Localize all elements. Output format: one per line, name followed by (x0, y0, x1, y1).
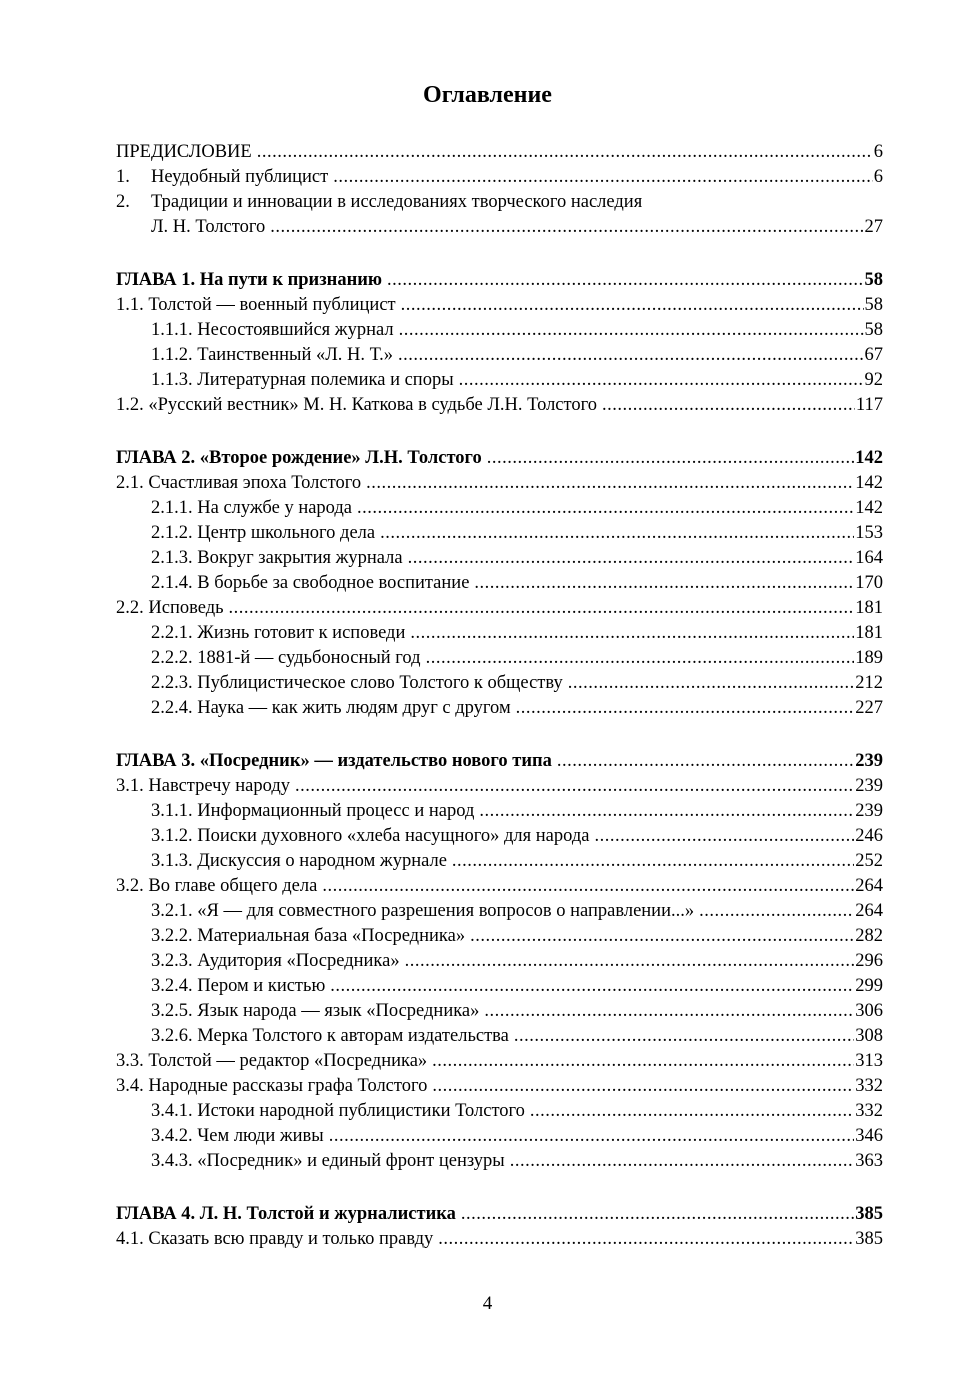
toc-entry-page: 282 (855, 926, 883, 946)
toc-entry-label: 3.1.2. Поиски духовного «хлеба насущного» для народа (151, 826, 590, 846)
toc-entry-label: 2.2.1. Жизнь готовит к исповеди (151, 623, 406, 643)
dot-leader (699, 899, 854, 924)
toc-subsection-entry[interactable] (116, 546, 883, 571)
toc-entry-label: 1.1.1. Несостоявшийся журнал (151, 320, 394, 340)
dot-leader (459, 368, 864, 393)
toc-entry-page: 363 (855, 1151, 883, 1171)
toc-section-entry[interactable] (116, 393, 883, 418)
dot-leader (452, 849, 854, 874)
toc-entry-label: 3.4. Народные рассказы графа Толстого (116, 1076, 428, 1096)
toc-entry-label: 3.1. Навстречу народу (116, 776, 291, 796)
dot-leader (380, 521, 854, 546)
dot-leader (432, 1074, 854, 1099)
dot-leader (329, 1124, 855, 1149)
toc-subsection-entry[interactable] (116, 671, 883, 696)
dot-leader (470, 924, 854, 949)
toc-entry-page: 58 (864, 320, 883, 340)
dot-leader (568, 671, 855, 696)
dot-leader (557, 749, 854, 774)
toc-subsection-entry[interactable] (116, 999, 883, 1024)
toc-entry-page: 246 (855, 826, 883, 846)
dot-leader (514, 1024, 854, 1049)
toc-subsection-entry[interactable] (116, 646, 883, 671)
dot-leader (405, 949, 855, 974)
toc-subsection-entry[interactable] (116, 974, 883, 999)
dot-leader (432, 1049, 854, 1074)
toc-subsection-entry[interactable] (116, 343, 883, 368)
toc-entry-page: 308 (855, 1026, 883, 1046)
chapter-heading[interactable] (116, 1202, 883, 1227)
toc-entry-label: 3.2.6. Мерка Толстого к авторам издательства (151, 1026, 509, 1046)
toc-entry-page: 239 (855, 801, 883, 821)
toc-entry-page: 385 (855, 1204, 883, 1224)
toc-entry-page: 142 (855, 448, 883, 468)
toc-entry-page: 227 (855, 698, 883, 718)
table-of-contents (116, 140, 883, 1252)
dot-leader (438, 1227, 854, 1252)
toc-subsection-entry[interactable] (116, 1149, 883, 1174)
toc-section-entry[interactable] (116, 1227, 883, 1252)
toc-subsection-entry[interactable] (116, 696, 883, 721)
toc-entry-label: 3.4.3. «Посредник» и единый фронт цензуры (151, 1151, 505, 1171)
toc-subsection-entry[interactable] (116, 799, 883, 824)
toc-subsection-entry[interactable] (116, 899, 883, 924)
toc-subsection-entry[interactable] (116, 496, 883, 521)
toc-entry-label: 2.1.3. Вокруг закрытия журнала (151, 548, 403, 568)
toc-entry-intro-2[interactable] (116, 190, 883, 215)
toc-entry-page: 181 (855, 623, 883, 643)
toc-entry-page: 6 (873, 167, 883, 187)
toc-entry-page: 264 (855, 901, 883, 921)
toc-section-entry[interactable] (116, 1049, 883, 1074)
dot-leader (330, 974, 854, 999)
toc-entry-label: 2.1.1. На службе у народа (151, 498, 353, 518)
toc-entry-page: 264 (855, 876, 883, 896)
dot-leader (257, 140, 873, 165)
toc-entry-page: 212 (855, 673, 883, 693)
toc-entry-page: 142 (855, 473, 883, 493)
toc-entry-page: 385 (855, 1229, 883, 1249)
toc-entry-label: 3.2.5. Язык народа — язык «Посредника» (151, 1001, 480, 1021)
toc-entry-label: 2.1. Счастливая эпоха Толстого (116, 473, 362, 493)
toc-entry-page: 6 (873, 142, 883, 162)
toc-subsection-entry[interactable] (116, 368, 883, 393)
dot-leader (410, 621, 854, 646)
dot-leader (399, 318, 864, 343)
toc-entry-page: 313 (855, 1051, 883, 1071)
toc-entry-label: Традиции и инновации в исследованиях творческого наследия (151, 192, 643, 212)
toc-entry-intro-1[interactable] (116, 165, 883, 190)
toc-entry-page: 181 (855, 598, 883, 618)
toc-entry-label: 4.1. Сказать всю правду и только правду (116, 1229, 434, 1249)
toc-entry-page: 306 (855, 1001, 883, 1021)
chapter-title: ГЛАВА 4. Л. Н. Толстой и журналистика (116, 1204, 456, 1224)
toc-subsection-entry[interactable] (116, 521, 883, 546)
toc-entry-label: 2.1.2. Центр школьного дела (151, 523, 376, 543)
toc-section-entry[interactable] (116, 1074, 883, 1099)
toc-section-entry[interactable] (116, 596, 883, 621)
toc-entry-label: ПРЕДИСЛОВИЕ (116, 142, 252, 162)
toc-section-entry[interactable] (116, 471, 883, 496)
toc-subsection-entry[interactable] (116, 621, 883, 646)
dot-leader (510, 1149, 855, 1174)
toc-section-entry[interactable] (116, 293, 883, 318)
dot-leader (426, 646, 855, 671)
dot-leader (229, 596, 855, 621)
toc-entry-label: 2.2.2. 1881-й — судьбоносный год (151, 648, 421, 668)
toc-entry-page: 252 (855, 851, 883, 871)
toc-subsection-entry[interactable] (116, 1024, 883, 1049)
toc-subsection-entry[interactable] (116, 571, 883, 596)
dot-leader (516, 696, 855, 721)
toc-entry-label: 3.2.4. Пером и кистью (151, 976, 326, 996)
toc-entry-intro-2-continuation[interactable] (116, 215, 883, 240)
toc-section-entry[interactable] (116, 874, 883, 899)
toc-entry-page: 92 (864, 370, 883, 390)
page-title: Оглавление (423, 82, 552, 108)
dot-leader (398, 343, 864, 368)
toc-entry-label: 1.1.3. Литературная полемика и споры (151, 370, 454, 390)
toc-subsection-entry[interactable] (116, 318, 883, 343)
dot-leader (322, 874, 854, 899)
toc-entry-label: 3.2.3. Аудитория «Посредника» (151, 951, 400, 971)
chapter-heading[interactable] (116, 268, 883, 293)
toc-entry-label: 3.4.1. Истоки народной публицистики Толстого (151, 1101, 525, 1121)
toc-entry-label: 2.2.4. Наука — как жить людям друг с другом (151, 698, 511, 718)
toc-entry-page: 142 (855, 498, 883, 518)
toc-entry-label: 3.2.1. «Я — для совместного разрешения вопросов о направлении...» (151, 901, 695, 921)
dot-leader (461, 1202, 854, 1227)
dot-leader (270, 215, 863, 240)
toc-entry-page: 346 (855, 1126, 883, 1146)
toc-entry-number: 1. (116, 167, 130, 187)
toc-entry-page: 299 (855, 976, 883, 996)
chapter-title: ГЛАВА 1. На пути к признанию (116, 270, 383, 290)
dot-leader (295, 774, 854, 799)
toc-entry-page: 67 (864, 345, 883, 365)
dot-leader (408, 546, 855, 571)
dot-leader (602, 393, 855, 418)
dot-leader (487, 446, 855, 471)
dot-leader (474, 571, 854, 596)
toc-entry-page: 239 (855, 776, 883, 796)
dot-leader (479, 799, 854, 824)
toc-entry-page: 332 (855, 1101, 883, 1121)
dot-leader (387, 268, 863, 293)
toc-entry-label: 3.2. Во главе общего дела (116, 876, 318, 896)
toc-entry-label: 1.1.2. Таинственный «Л. Н. Т.» (151, 345, 393, 365)
toc-entry-page: 189 (855, 648, 883, 668)
toc-subsection-entry[interactable] (116, 849, 883, 874)
toc-entry-label: 3.4.2. Чем люди живы (151, 1126, 324, 1146)
chapter-title: ГЛАВА 2. «Второе рождение» Л.Н. Толстого (116, 448, 482, 468)
dot-leader (594, 824, 854, 849)
toc-entry-page: 117 (855, 395, 883, 415)
dot-leader (530, 1099, 854, 1124)
toc-entry-label: 3.2.2. Материальная база «Посредника» (151, 926, 466, 946)
toc-entry-label: Неудобный публицист (151, 167, 329, 187)
toc-entry-label: Л. Н. Толстого (151, 217, 266, 237)
page-number: 4 (482, 1293, 493, 1314)
toc-entry-page: 58 (864, 295, 883, 315)
chapter-list (116, 268, 883, 1252)
toc-subsection-entry[interactable] (116, 1099, 883, 1124)
dot-leader (333, 165, 873, 190)
toc-entry-label: 2.2. Исповедь (116, 598, 224, 618)
dot-leader (401, 293, 864, 318)
toc-entry-preface[interactable] (116, 140, 883, 165)
toc-entry-page: 153 (855, 523, 883, 543)
toc-subsection-entry[interactable] (116, 949, 883, 974)
chapter-heading[interactable] (116, 749, 883, 774)
dot-leader (484, 999, 854, 1024)
toc-entry-label: 3.1.3. Дискуссия о народном журнале (151, 851, 447, 871)
toc-entry-label: 2.1.4. В борьбе за свободное воспитание (151, 573, 470, 593)
toc-subsection-entry[interactable] (116, 924, 883, 949)
toc-section-entry[interactable] (116, 774, 883, 799)
toc-entry-page: 170 (855, 573, 883, 593)
toc-entry-page: 164 (855, 548, 883, 568)
toc-entry-page: 27 (864, 217, 883, 237)
toc-subsection-entry[interactable] (116, 1124, 883, 1149)
dot-leader (357, 496, 854, 521)
toc-entry-label: 1.2. «Русский вестник» М. Н. Каткова в судьбе Л.Н. Толстого (116, 395, 597, 415)
dot-leader (366, 471, 854, 496)
toc-entry-page: 58 (864, 270, 883, 290)
toc-entry-label: 3.1.1. Информационный процесс и народ (151, 801, 475, 821)
toc-entry-label: 1.1. Толстой — военный публицист (116, 295, 396, 315)
toc-entry-number: 2. (116, 192, 130, 212)
toc-entry-page: 296 (855, 951, 883, 971)
toc-entry-label: 2.2.3. Публицистическое слово Толстого к обществу (151, 673, 563, 693)
toc-entry-label: 3.3. Толстой — редактор «Посредника» (116, 1051, 428, 1071)
toc-entry-page: 239 (855, 751, 883, 771)
chapter-heading[interactable] (116, 446, 883, 471)
toc-subsection-entry[interactable] (116, 824, 883, 849)
toc-entry-page: 332 (855, 1076, 883, 1096)
chapter-title: ГЛАВА 3. «Посредник» — издательство нового типа (116, 751, 552, 771)
